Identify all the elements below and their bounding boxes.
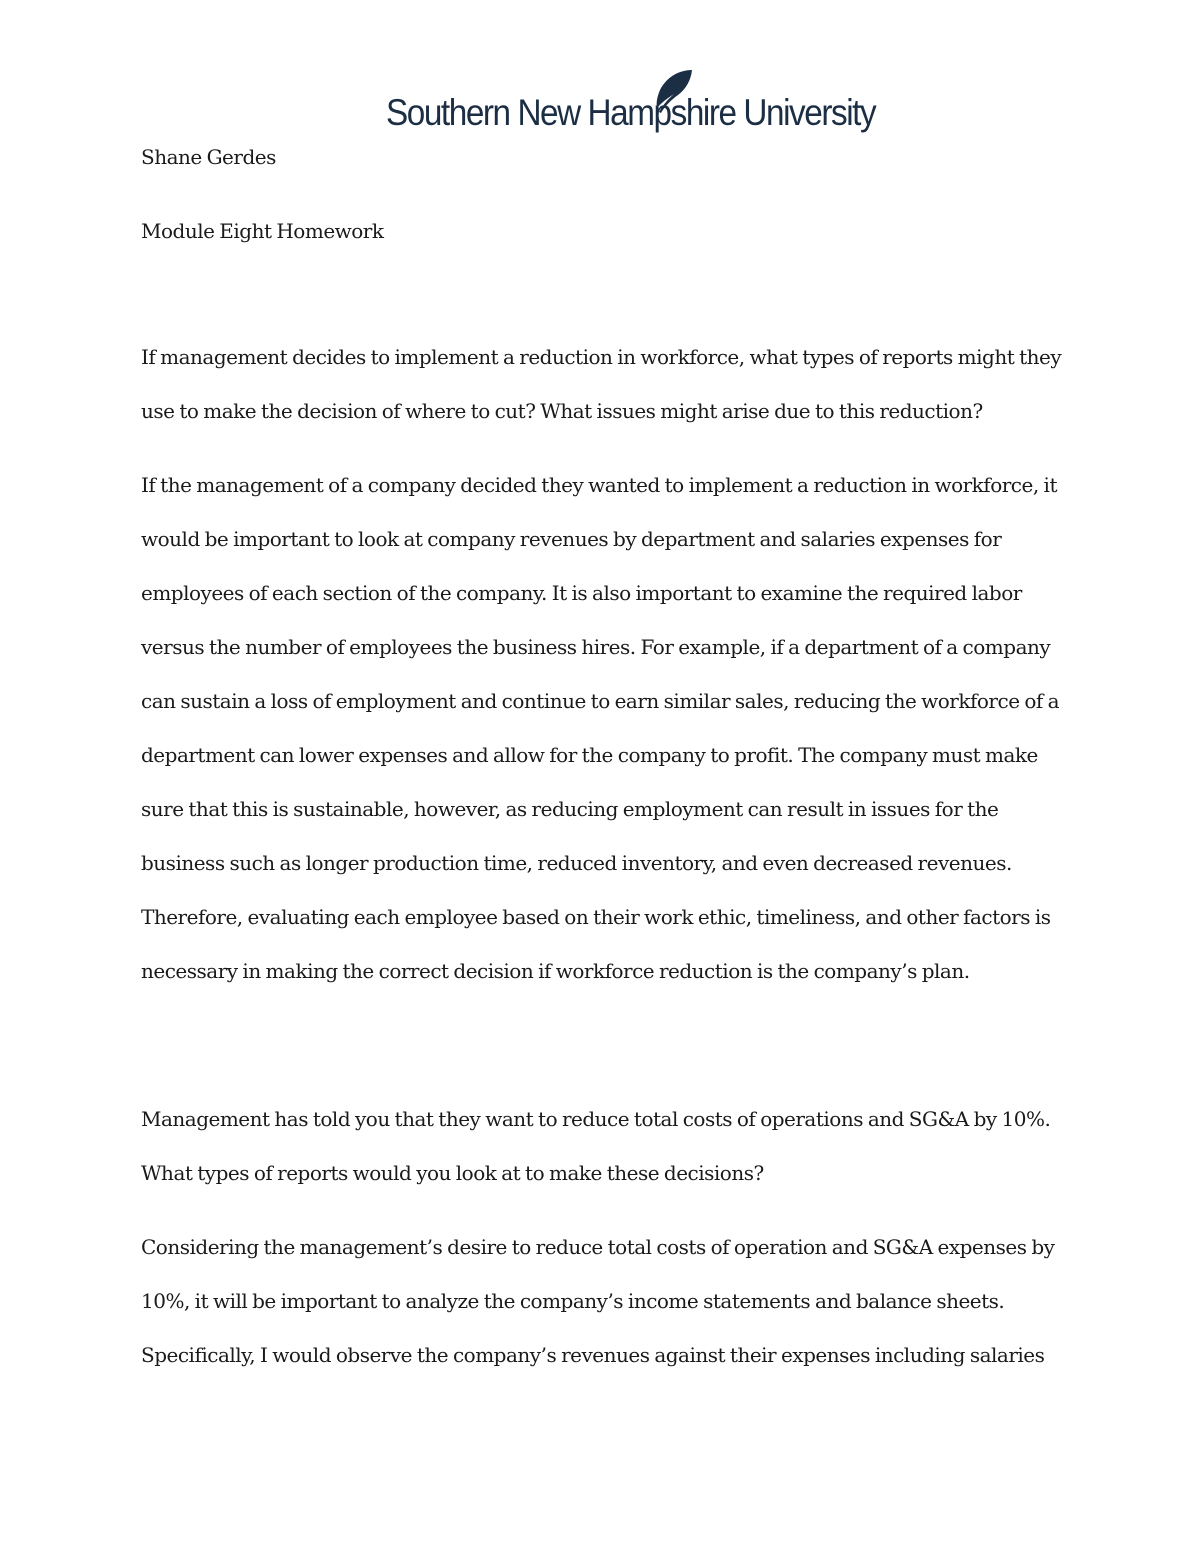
text-line: If management decides to implement a reduction in workforce, what types of reports might they (141, 345, 1062, 369)
text-line: 10%, it will be important to analyze the company’s income statements and balance sheets. (141, 1289, 1005, 1313)
text-line: use to make the decision of where to cut? What issues might arise due to this reduction? (141, 399, 983, 423)
logo-text: Southern New Hampshire University (386, 92, 876, 133)
text-line: necessary in making the correct decision if workforce reduction is the company’s plan. (141, 959, 970, 983)
university-logo (386, 68, 876, 140)
assignment-title: Module Eight Homework (141, 219, 384, 243)
text-line: Considering the management’s desire to reduce total costs of operation and SG&A expenses by (141, 1235, 1055, 1259)
text-line: department can lower expenses and allow for the company to profit. The company must make (141, 743, 1038, 767)
text-line: business such as longer production time, reduced inventory, and even decreased revenues. (141, 851, 1012, 875)
text-line: sure that this is sustainable, however, as reducing employment can result in issues for the (141, 797, 999, 821)
text-line: can sustain a loss of employment and continue to earn similar sales, reducing the workforce of a (141, 689, 1060, 713)
answer-2 (141, 1220, 1061, 1382)
text-line: Therefore, evaluating each employee based on their work ethic, timeliness, and other factors is (141, 905, 1051, 929)
text-line: Specifically, I would observe the company’s revenues against their expenses including salaries (141, 1343, 1045, 1367)
text-line: versus the number of employees the business hires. For example, if a department of a company (141, 635, 1051, 659)
text-line: would be important to look at company revenues by department and salaries expenses for (141, 527, 1002, 551)
question-1 (141, 330, 1061, 438)
answer-1 (141, 458, 1061, 998)
author-name: Shane Gerdes (141, 145, 276, 169)
text-line: Management has told you that they want to reduce total costs of operations and SG&A by 10%. (141, 1107, 1051, 1131)
text-line: employees of each section of the company. It is also important to examine the required labor (141, 581, 1022, 605)
text-line: What types of reports would you look at to make these decisions? (141, 1161, 764, 1185)
question-2 (141, 1092, 1061, 1200)
text-line: If the management of a company decided they wanted to implement a reduction in workforce, it (141, 473, 1057, 497)
